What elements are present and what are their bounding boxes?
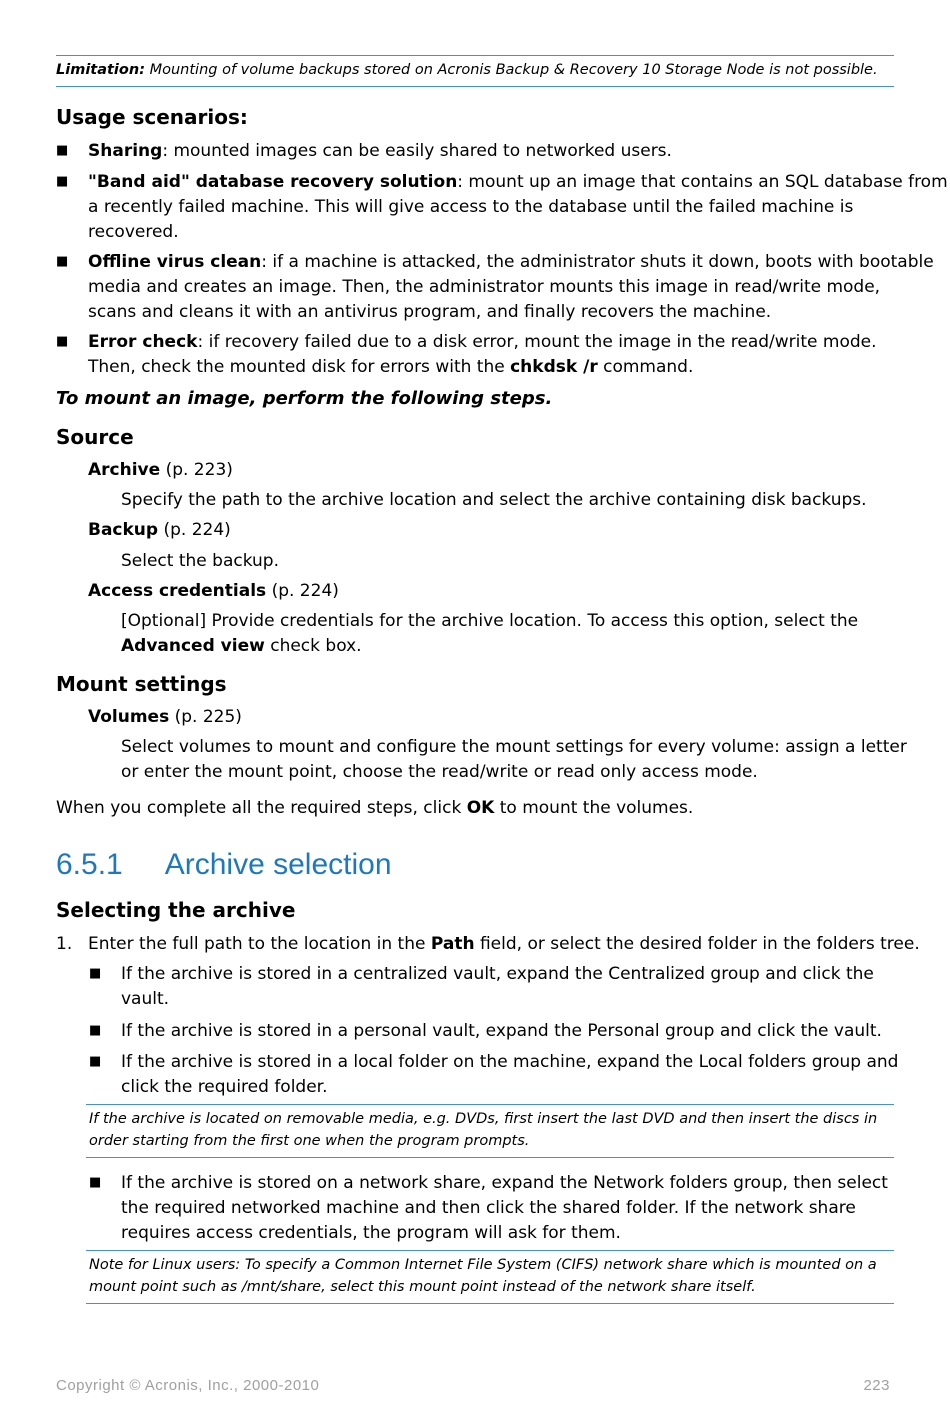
sub-item-local: If the archive is stored in a local folder on the machine, expand the Local folders group and click the required folder.: [121, 1052, 899, 1097]
step-1-text: Enter the full path to the location in the Path field, or select the desired folder in the folders tree.: [88, 934, 920, 954]
usage-heading: Usage scenarios:: [56, 105, 248, 129]
bullet-icon: ■: [56, 254, 69, 269]
removable-media-note: If the archive is located on removable media, e.g. DVDs, first insert the last DVD and then insert the discs in order starting from the first one when the program prompts.: [86, 1104, 894, 1158]
section-title: Archive selection: [164, 848, 392, 881]
source-heading: Source: [56, 425, 134, 449]
bullet-icon: ■: [89, 1023, 102, 1038]
linux-note: Note for Linux users: To specify a Common Internet File System (CIFS) network share which is mounted on a mount point such as /mnt/share, select this mount point instead of the network share itself.: [86, 1250, 894, 1304]
credentials-term: Access credentials (p. 224): [88, 581, 339, 601]
usage-item-error-check: Error check: if recovery failed due to a disk error, mount the image in the read/write mode. Then, check the mounted disk for errors with the chkdsk /r command.: [88, 332, 877, 377]
backup-term: Backup (p. 224): [88, 520, 231, 540]
sub-item-personal: If the archive is stored in a personal vault, expand the Personal group and click the vault.: [121, 1021, 882, 1041]
usage-item-band-aid: "Band aid" database recovery solution: mount up an image that contains an SQL database from a recently failed machine. This will give access to the database until the failed machine is recovered.: [88, 172, 948, 242]
footer-copyright: Copyright © Acronis, Inc., 2000-2010: [56, 1377, 320, 1394]
bullet-icon: ■: [89, 1175, 102, 1190]
section-heading: [56, 848, 392, 882]
archive-desc: Specify the path to the archive location and select the archive containing disk backups.: [121, 490, 867, 510]
complete-text: When you complete all the required steps, click OK to mount the volumes.: [56, 798, 694, 818]
bullet-icon: ■: [56, 174, 69, 189]
sub-item-centralized: If the archive is stored in a centralized vault, expand the Centralized group and click the vault.: [121, 964, 874, 1009]
sub-item-network: If the archive is stored on a network share, expand the Network folders group, then select the required networked machine and then click the shared folder. If the network share requires access credentials, the program will ask for them.: [121, 1173, 888, 1243]
credentials-desc: [Optional] Provide credentials for the archive location. To access this option, select the Advanced view check box.: [121, 611, 859, 656]
limitation-label: Limitation:: [56, 62, 145, 78]
mount-heading: Mount settings: [56, 672, 227, 696]
archive-term: Archive (p. 223): [88, 460, 233, 480]
usage-item-sharing: Sharing: mounted images can be easily shared to networked users.: [88, 141, 672, 161]
usage-item-virus-clean: Offline virus clean: if a machine is attacked, the administrator shuts it down, boots with bootable media and creates an image. Then, the administrator mounts this image in read/write mode, scans and cleans it with an antivirus program, and finally recovers the machine.: [88, 252, 934, 322]
bullet-icon: ■: [89, 966, 102, 981]
bullet-icon: ■: [56, 334, 69, 349]
footer-page-number: 223: [863, 1377, 890, 1394]
selecting-heading: Selecting the archive: [56, 898, 296, 922]
volumes-term: Volumes (p. 225): [88, 707, 242, 727]
step-number: 1.: [56, 934, 73, 954]
steps-title: To mount an image, perform the following steps.: [56, 388, 553, 409]
backup-desc: Select the backup.: [121, 551, 279, 571]
limitation-note: [56, 55, 894, 87]
limitation-text: Mounting of volume backups stored on Acronis Backup & Recovery 10 Storage Node is not possible.: [145, 62, 878, 78]
section-number: 6.5.1: [56, 848, 123, 881]
volumes-desc: Select volumes to mount and configure the mount settings for every volume: assign a letter or enter the mount point, choose the read/write or read only access mode.: [121, 737, 907, 782]
bullet-icon: ■: [89, 1054, 102, 1069]
bullet-icon: ■: [56, 143, 69, 158]
